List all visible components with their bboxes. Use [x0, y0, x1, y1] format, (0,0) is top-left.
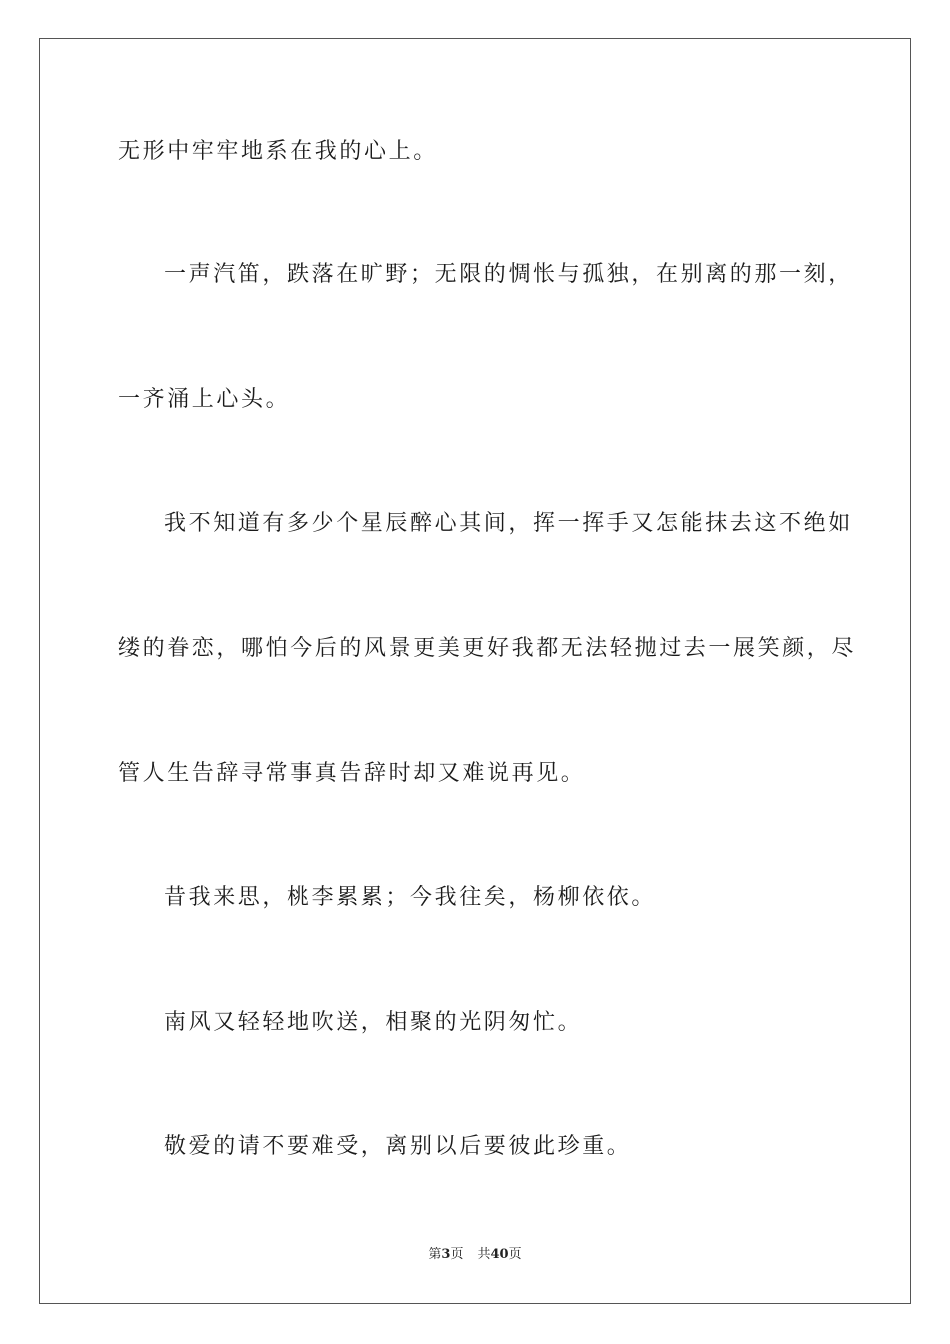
text-line: 无形中牢牢地系在我的心上。 — [118, 139, 438, 164]
text-line: 南风又轻轻地吹送，相聚的光阴匆忙。 — [164, 1010, 583, 1035]
text-line: 一齐涌上心头。 — [118, 387, 291, 412]
page-footer — [0, 1246, 950, 1264]
page-prefix: 第 — [428, 1247, 442, 1262]
page-border — [39, 38, 911, 1304]
total-suffix: 页 — [508, 1247, 522, 1262]
text-line: 一声汽笛，跌落在旷野；无限的惆怅与孤独，在别离的那一刻， — [164, 262, 853, 287]
text-line: 我不知道有多少个星辰醉心其间，挥一挥手又怎能抹去这不绝如 — [164, 511, 853, 536]
total-pages: 40 — [490, 1247, 509, 1262]
page-suffix: 页 — [450, 1247, 464, 1262]
text-line: 敬爱的请不要难受，离别以后要彼此珍重。 — [164, 1134, 632, 1159]
text-line: 昔我来思，桃李累累；今我往矣，杨柳依依。 — [164, 885, 657, 910]
total-prefix: 共 — [477, 1247, 491, 1262]
text-line: 缕的眷恋，哪怕今后的风景更美更好我都无法轻抛过去一展笑颜，尽 — [118, 636, 857, 661]
page-number: 3 — [441, 1247, 451, 1262]
text-line: 管人生告辞寻常事真告辞时却又难说再见。 — [118, 761, 586, 786]
